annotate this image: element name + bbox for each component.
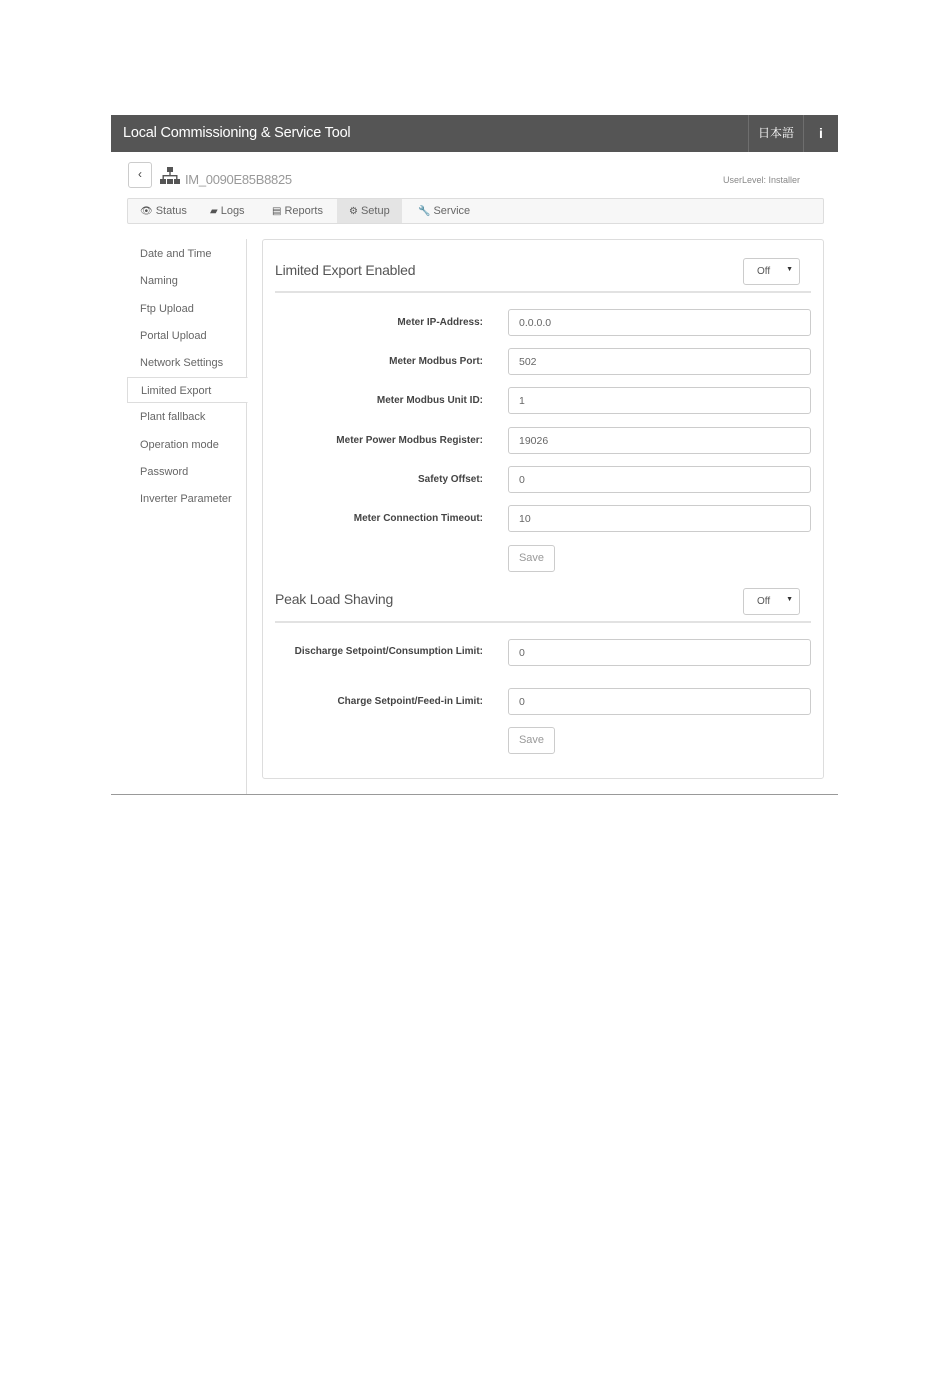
tab-label: Service <box>433 205 471 217</box>
meter-ip-label: Meter IP-Address: <box>397 317 483 328</box>
meter-connection-timeout-input[interactable] <box>508 505 811 532</box>
info-icon: i <box>819 125 823 141</box>
sidebar-item-inverter-parameter[interactable]: Inverter Parameter <box>140 493 232 505</box>
sidebar <box>127 239 247 795</box>
safety-offset-label: Safety Offset: <box>417 474 483 485</box>
tab-logs[interactable] <box>198 199 257 223</box>
sidebar-item-password[interactable]: Password <box>140 466 189 478</box>
limited-export-title: Limited Export Enabled <box>275 262 416 278</box>
caret-down-icon: ▼ <box>786 596 793 603</box>
tab-label: Status <box>155 205 187 217</box>
safety-offset-input[interactable] <box>508 466 811 493</box>
language-button[interactable]: 日本語 <box>748 115 804 152</box>
meter-modbus-unit-id-label: Meter Modbus Unit ID: <box>376 395 483 406</box>
meter-connection-timeout-label: Meter Connection Timeout: <box>353 513 483 524</box>
chevron-left-icon: ‹ <box>138 167 142 181</box>
app-window <box>111 115 838 795</box>
divider <box>275 621 811 623</box>
sidebar-item-operation-mode[interactable]: Operation mode <box>140 439 219 451</box>
header-bar <box>111 115 838 152</box>
charge-setpoint-label: Charge Setpoint/Feed-in Limit: <box>337 696 483 707</box>
sidebar-item-date-and-time[interactable]: Date and Time <box>140 248 212 260</box>
eye-icon: 👁 <box>140 206 153 217</box>
limited-export-select[interactable] <box>743 258 800 285</box>
file-icon: ▤ <box>272 206 282 217</box>
discharge-setpoint-input[interactable] <box>508 639 811 666</box>
peak-load-select[interactable] <box>743 588 800 615</box>
tab-label: Reports <box>284 205 323 217</box>
device-name: IM_0090E85B8825 <box>185 172 292 187</box>
meter-power-register-input[interactable] <box>508 427 811 454</box>
book-icon: ▰ <box>210 206 218 217</box>
sidebar-item-ftp-upload[interactable]: Ftp Upload <box>140 303 194 315</box>
peak-load-title: Peak Load Shaving <box>275 591 394 607</box>
meter-power-register-label: Meter Power Modbus Register: <box>336 435 483 446</box>
sidebar-item-naming[interactable]: Naming <box>140 275 178 287</box>
charge-setpoint-input[interactable] <box>508 688 811 715</box>
back-button[interactable] <box>128 162 152 188</box>
sidebar-item-portal-upload[interactable]: Portal Upload <box>140 330 207 342</box>
meter-modbus-unit-id-input[interactable] <box>508 387 811 414</box>
gears-icon: ⚙ <box>349 206 358 217</box>
caret-down-icon: ▼ <box>786 266 793 273</box>
sidebar-item-network-settings[interactable]: Network Settings <box>140 357 224 369</box>
sitemap-icon <box>160 167 180 185</box>
tab-reports[interactable] <box>260 199 335 223</box>
discharge-setpoint-label: Discharge Setpoint/Consumption Limit: <box>294 646 483 657</box>
meter-ip-input[interactable] <box>508 309 811 336</box>
sidebar-item-limited-export[interactable]: Limited Export <box>127 377 248 403</box>
meter-modbus-port-label: Meter Modbus Port: <box>389 356 483 367</box>
user-level: UserLevel: Installer <box>722 175 800 185</box>
peak-load-save-button[interactable]: Save <box>508 727 555 754</box>
tab-label: Logs <box>220 205 245 217</box>
tab-service[interactable] <box>406 199 482 223</box>
tab-bar <box>127 198 824 224</box>
wrench-icon: 🔧 <box>418 206 431 217</box>
select-value: Off <box>757 266 771 277</box>
footer-divider <box>111 794 838 795</box>
limited-export-save-button[interactable]: Save <box>508 545 555 572</box>
tab-label: Setup <box>360 205 390 217</box>
sidebar-item-plant-fallback[interactable]: Plant fallback <box>140 411 206 423</box>
meter-modbus-port-input[interactable] <box>508 348 811 375</box>
app-title: Local Commissioning & Service Tool <box>123 125 351 141</box>
divider <box>275 291 811 293</box>
tab-status[interactable] <box>128 199 199 223</box>
tab-setup[interactable] <box>337 199 402 223</box>
limited-export-panel <box>262 239 824 779</box>
select-value: Off <box>757 596 771 607</box>
info-button[interactable] <box>804 115 838 152</box>
